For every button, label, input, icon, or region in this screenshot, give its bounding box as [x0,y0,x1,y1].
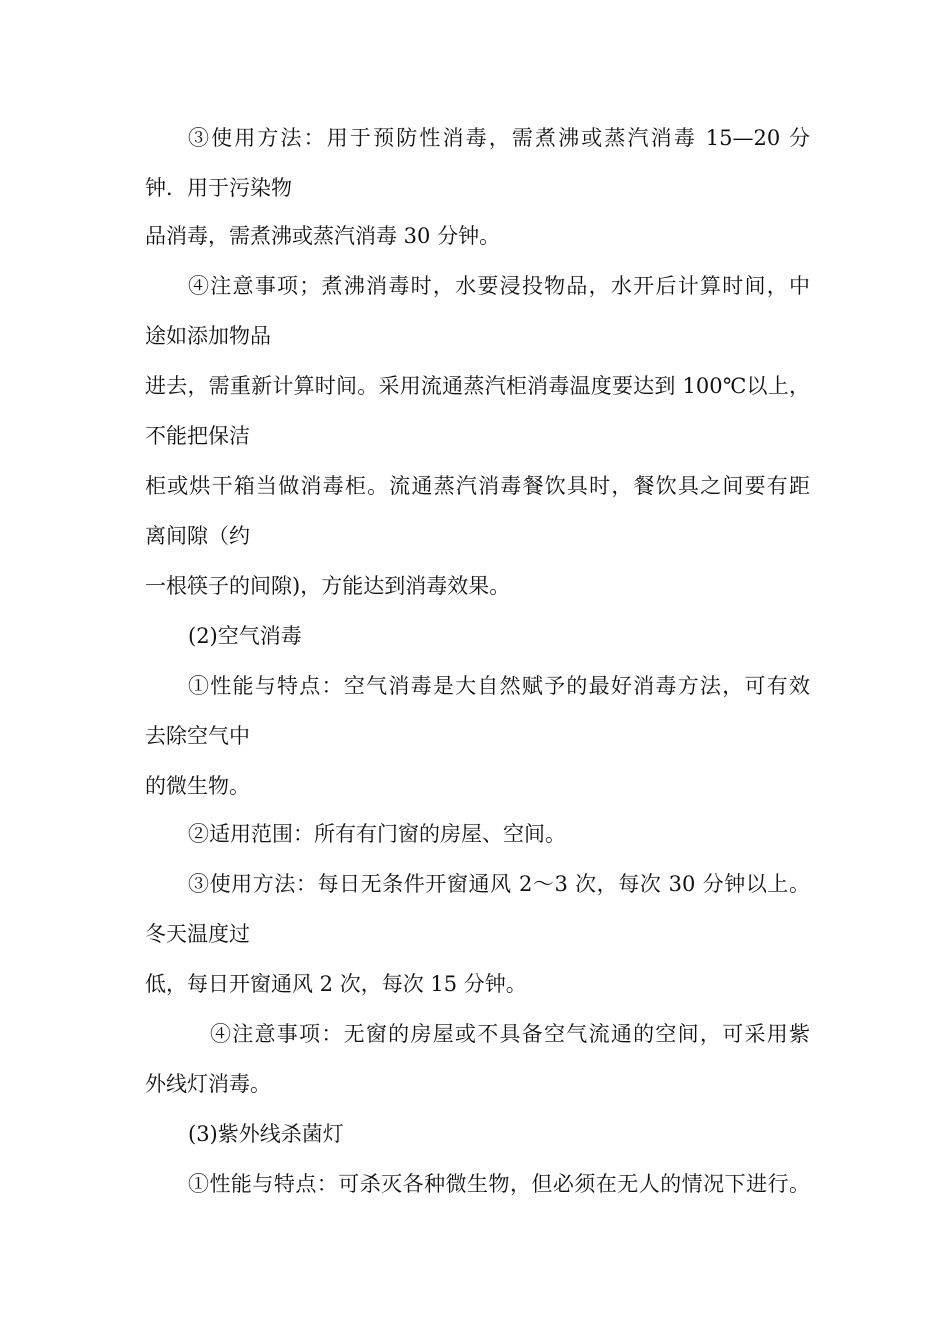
paragraph-line: ④注意事项：无窗的房屋或不具备空气流通的空间，可采用紫 [210,1022,810,1046]
paragraph-line: 进去，需重新计算时间。采用流通蒸汽柜消毒温度要达到 100℃以上， [145,374,810,398]
paragraph-line: ③使用方法：用于预防性消毒，需煮沸或蒸汽消毒 15—20 分 [188,126,810,150]
paragraph-line: 外线灯消毒。 [145,1072,271,1096]
paragraph-line: ③使用方法：每日无条件开窗通风 2～3 次，每次 30 分钟以上。 [188,872,810,896]
paragraph-line: 去除空气中 [145,724,250,748]
paragraph-line: ①性能与特点：空气消毒是大自然赋予的最好消毒方法，可有效 [188,674,810,698]
paragraph-line: 的微生物。 [145,774,250,798]
paragraph-line: ②适用范围：所有有门窗的房屋、空间。 [188,822,566,846]
paragraph-line: 途如添加物品 [145,324,271,348]
section-heading: (2)空气消毒 [188,624,302,648]
paragraph-line: 品消毒，需煮沸或蒸汽消毒 30 分钟。 [145,224,501,248]
paragraph-line: 不能把保洁 [145,424,250,448]
paragraph-line: 钟．用于污染物 [145,176,292,200]
paragraph-line: ④注意事项；煮沸消毒时，水要浸投物品，水开后计算时间，中 [188,274,810,298]
paragraph-line: 冬天温度过 [145,922,250,946]
paragraph-line: 柜或烘干箱当做消毒柜。流通蒸汽消毒餐饮具时，餐饮具之间要有距 [145,474,810,498]
paragraph-line: 离间隙（约 [145,524,250,548]
section-heading: (3)紫外线杀菌灯 [188,1122,344,1146]
paragraph-line: ①性能与特点：可杀灭各种微生物，但必须在无人的情况下进行。 [188,1172,810,1196]
paragraph-line: 低，每日开窗通风 2 次，每次 15 分钟。 [145,972,527,996]
paragraph-line: 一根筷子的间隙)，方能达到消毒效果。 [145,574,511,598]
